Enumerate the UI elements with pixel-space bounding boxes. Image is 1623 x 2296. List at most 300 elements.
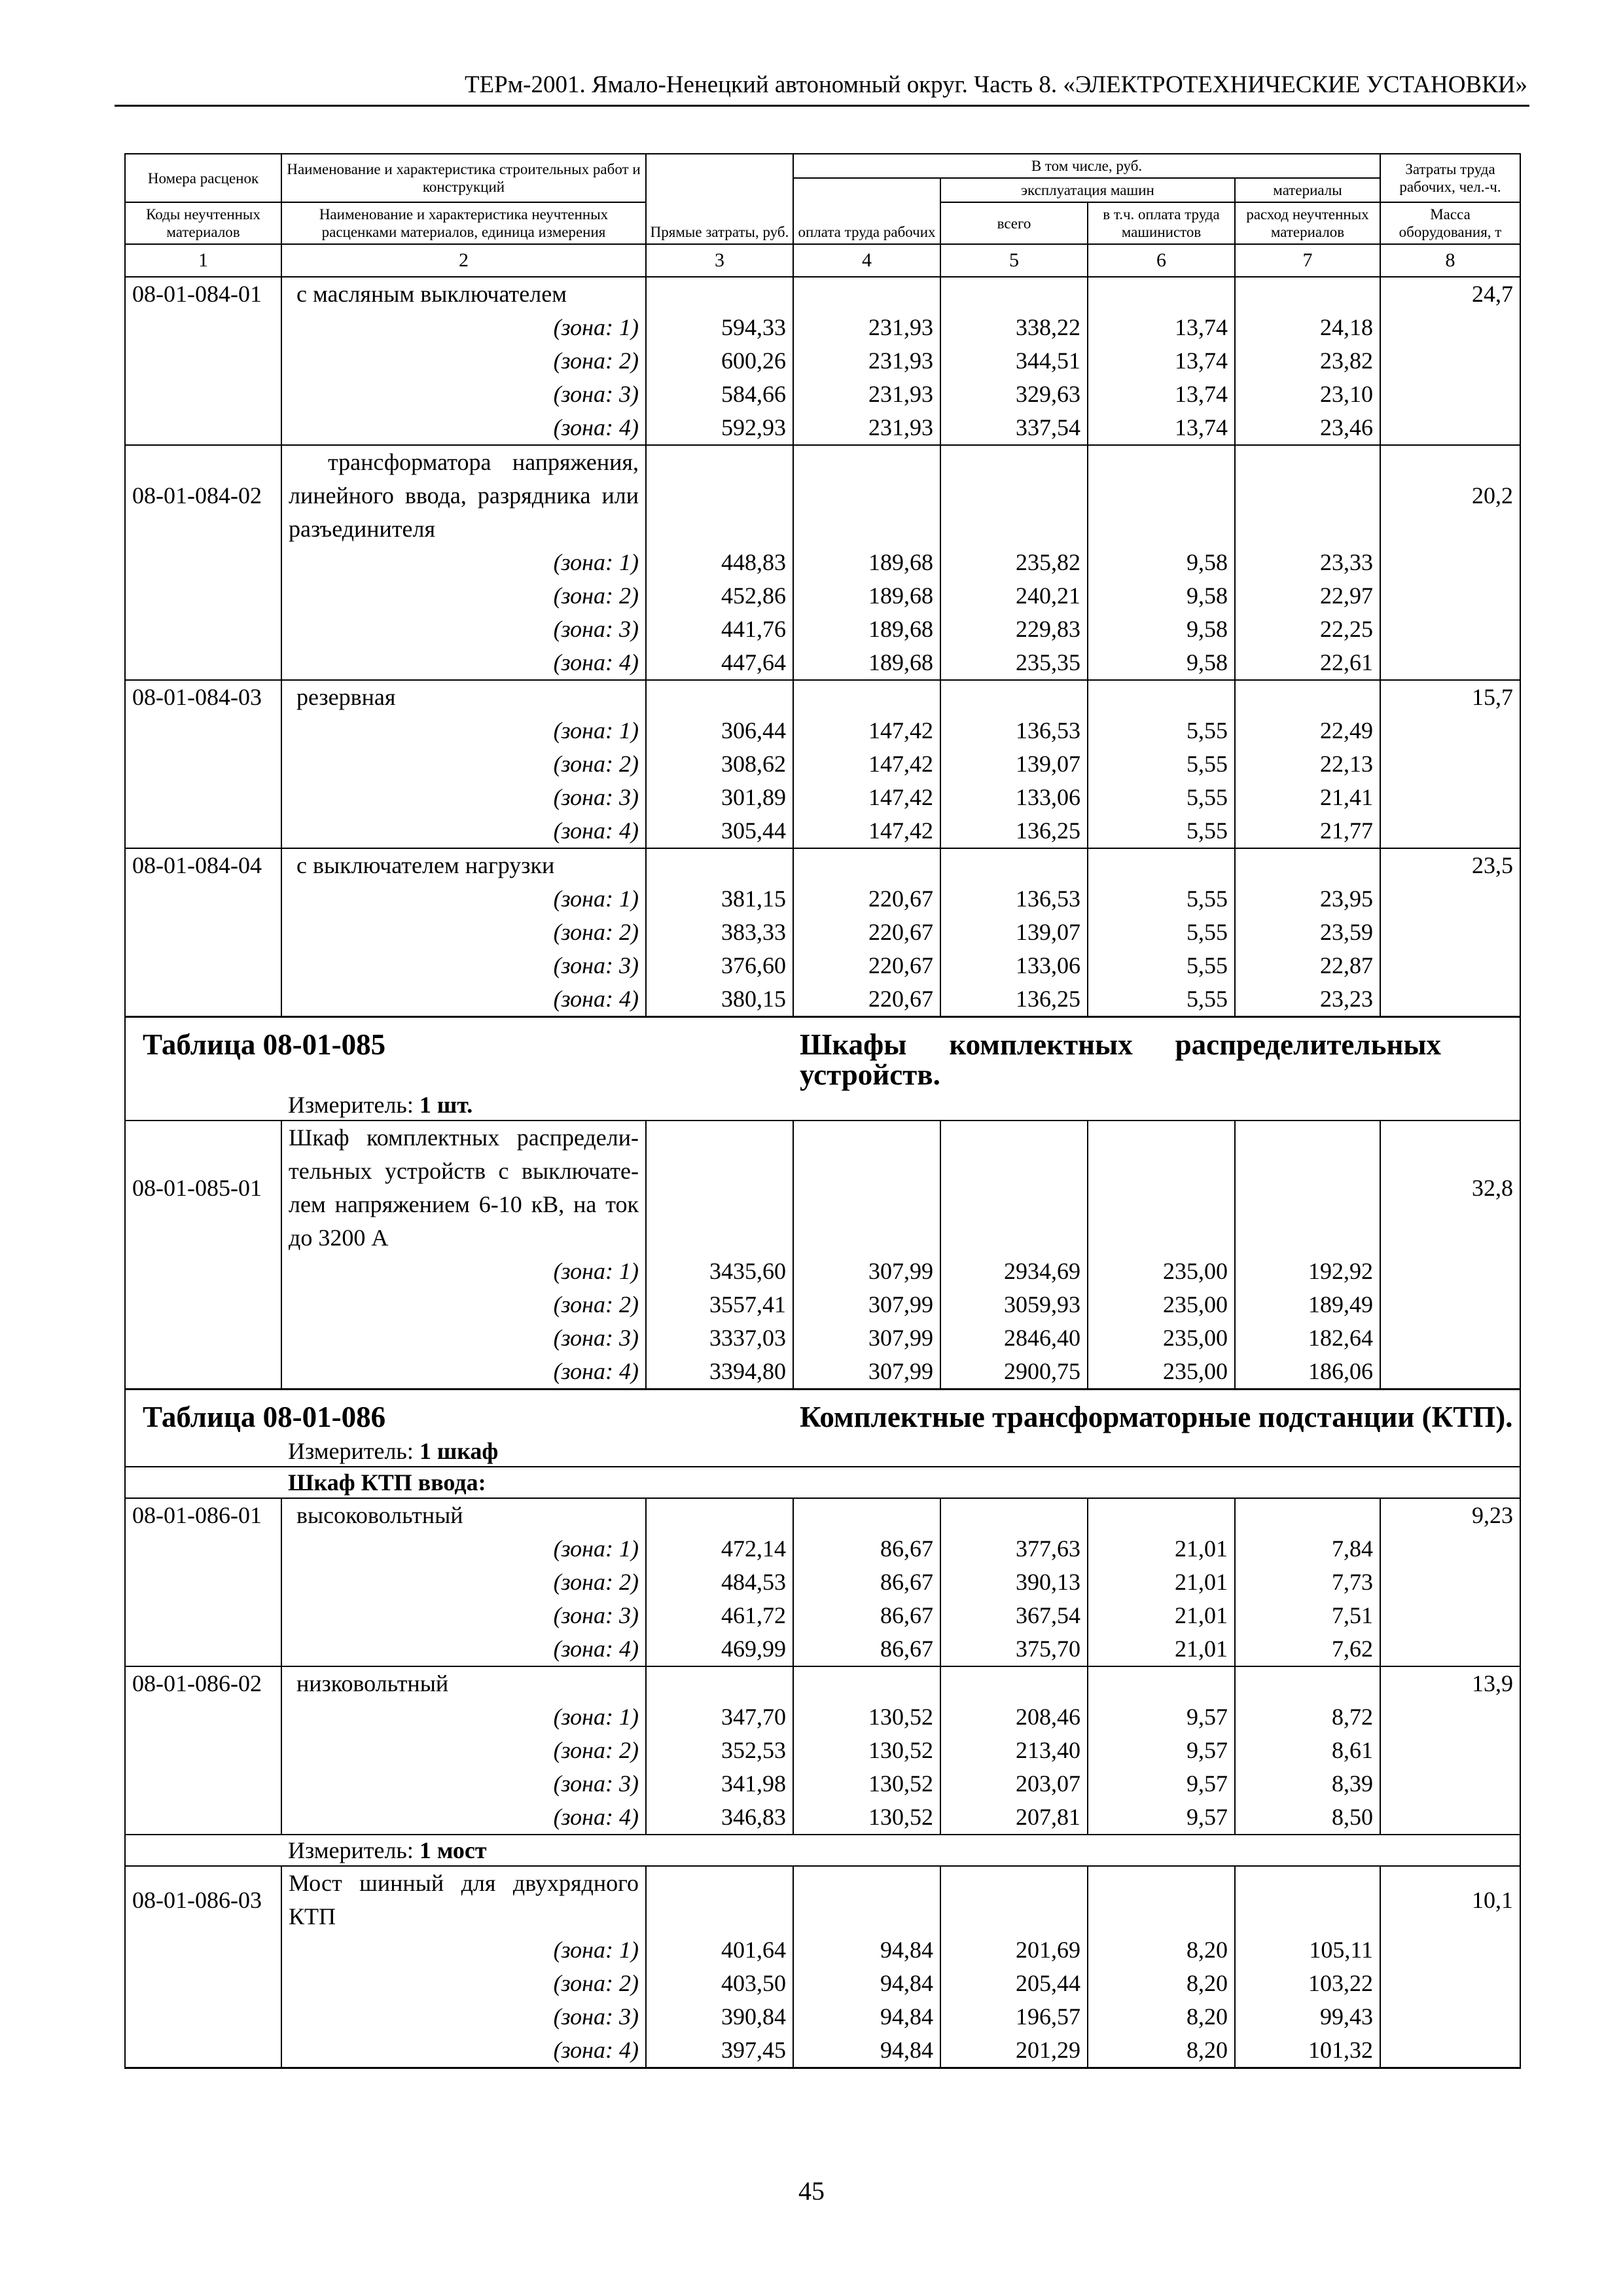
value-cell: 147,42 (793, 781, 940, 814)
zone-label: (зона: 4) (281, 1801, 646, 1835)
rate-code: 08-01-084-03 (125, 680, 281, 714)
value-cell: 99,43 (1235, 2000, 1380, 2034)
value-cell: 130,52 (793, 1734, 940, 1767)
value-cell: 401,64 (646, 1933, 793, 1967)
value-cell: 7,51 (1235, 1599, 1380, 1632)
value-cell: 23,59 (1235, 916, 1380, 949)
measure-value: 1 шкаф (419, 1438, 499, 1464)
value-cell: 136,53 (940, 882, 1088, 916)
item-header-row (125, 1121, 1520, 1255)
value-cell: 220,67 (793, 949, 940, 982)
rate-description: низковольтный (281, 1666, 646, 1700)
value-cell: 307,99 (793, 1355, 940, 1390)
value-cell: 469,99 (646, 1632, 793, 1666)
col-header-work-name: Наименование и характеристика строительных работ и конструкций (281, 154, 646, 202)
header-rule (115, 105, 1529, 107)
value-cell: 337,54 (940, 411, 1088, 445)
value-cell: 235,00 (1088, 1288, 1235, 1321)
item-header-row (125, 1866, 1520, 1933)
zone-label: (зона: 2) (281, 1288, 646, 1321)
value-cell: 103,22 (1235, 1967, 1380, 2000)
zone-row (125, 781, 1520, 814)
labor-costs: 20,2 (1380, 445, 1520, 546)
value-cell: 21,77 (1235, 814, 1380, 848)
value-cell: 329,63 (940, 378, 1088, 411)
value-cell: 5,55 (1088, 982, 1235, 1017)
value-cell: 22,97 (1235, 579, 1380, 613)
value-cell: 21,01 (1088, 1632, 1235, 1666)
value-cell: 23,23 (1235, 982, 1380, 1017)
value-cell: 338,22 (940, 311, 1088, 344)
value-cell: 376,60 (646, 949, 793, 982)
zone-label: (зона: 2) (281, 1734, 646, 1767)
value-cell: 2846,40 (940, 1321, 1088, 1355)
value-cell: 189,68 (793, 613, 940, 646)
value-cell: 13,74 (1088, 344, 1235, 378)
value-cell: 235,35 (940, 646, 1088, 680)
col-header-machines-total: всего (940, 202, 1088, 244)
value-cell: 5,55 (1088, 747, 1235, 781)
value-cell: 9,57 (1088, 1700, 1235, 1734)
labor-costs: 32,8 (1380, 1121, 1520, 1255)
value-cell: 130,52 (793, 1801, 940, 1835)
value-cell: 231,93 (793, 411, 940, 445)
column-number: 5 (940, 244, 1088, 277)
value-cell: 21,01 (1088, 1599, 1235, 1632)
value-cell: 380,15 (646, 982, 793, 1017)
measure-row (125, 1090, 1520, 1121)
value-cell: 305,44 (646, 814, 793, 848)
value-cell: 447,64 (646, 646, 793, 680)
value-cell: 101,32 (1235, 2034, 1380, 2068)
value-cell: 186,06 (1235, 1355, 1380, 1390)
value-cell: 201,69 (940, 1933, 1088, 1967)
rate-code: 08-01-084-01 (125, 277, 281, 311)
zone-row (125, 1967, 1520, 2000)
labor-costs: 13,9 (1380, 1666, 1520, 1700)
value-cell: 22,25 (1235, 613, 1380, 646)
value-cell: 3557,41 (646, 1288, 793, 1321)
zone-label: (зона: 1) (281, 1532, 646, 1566)
value-cell: 8,20 (1088, 1967, 1235, 2000)
zone-label: (зона: 2) (281, 916, 646, 949)
value-cell: 21,41 (1235, 781, 1380, 814)
value-cell: 21,01 (1088, 1532, 1235, 1566)
column-number: 7 (1235, 244, 1380, 277)
value-cell: 130,52 (793, 1767, 940, 1801)
value-cell: 3394,80 (646, 1355, 793, 1390)
col-header-materials: материалы (1235, 178, 1380, 202)
value-cell: 189,68 (793, 646, 940, 680)
value-cell: 5,55 (1088, 882, 1235, 916)
value-cell: 461,72 (646, 1599, 793, 1632)
zone-row (125, 1734, 1520, 1767)
value-cell: 9,58 (1088, 613, 1235, 646)
value-cell: 94,84 (793, 2000, 940, 2034)
zone-row (125, 1700, 1520, 1734)
rate-description: трансформатора напряжения, линейного ввода, разрядника или разъединителя (281, 445, 646, 546)
value-cell: 21,01 (1088, 1566, 1235, 1599)
value-cell: 306,44 (646, 714, 793, 747)
value-cell: 136,53 (940, 714, 1088, 747)
zone-label: (зона: 3) (281, 1599, 646, 1632)
rate-description: высоковольтный (281, 1498, 646, 1532)
value-cell: 381,15 (646, 882, 793, 916)
value-cell: 147,42 (793, 747, 940, 781)
col-header-material-codes: Коды неучтенных материалов (125, 202, 281, 244)
value-cell: 240,21 (940, 579, 1088, 613)
col-header-machines: эксплуатация машин (940, 178, 1235, 202)
value-cell: 7,62 (1235, 1632, 1380, 1666)
measure-prefix: Измеритель: (288, 1092, 414, 1118)
value-cell: 94,84 (793, 1933, 940, 1967)
rate-description: Шкаф комплектных распредели-тельных устройств с выключате-лем напряжением 6-10 кВ, на ток до 3200 А (281, 1121, 646, 1255)
value-cell: 5,55 (1088, 714, 1235, 747)
value-cell: 139,07 (940, 916, 1088, 949)
zone-row (125, 1767, 1520, 1801)
value-cell: 133,06 (940, 949, 1088, 982)
item-header-row (125, 277, 1520, 311)
zone-row (125, 378, 1520, 411)
table-heading-row (125, 1390, 1520, 1437)
zone-label: (зона: 2) (281, 579, 646, 613)
table-title: Шкафы комплектных распределительных устройств. (800, 1028, 1442, 1091)
rate-code: 08-01-084-04 (125, 848, 281, 882)
rate-code: 08-01-086-02 (125, 1666, 281, 1700)
rate-description: с масляным выключателем (281, 277, 646, 311)
value-cell: 8,72 (1235, 1700, 1380, 1734)
col-header-labor-costs: Затраты труда рабочих, чел.-ч. (1380, 154, 1520, 202)
zone-label: (зона: 4) (281, 1632, 646, 1666)
measure-value: 1 шт. (419, 1092, 473, 1118)
value-cell: 22,13 (1235, 747, 1380, 781)
zone-row (125, 1801, 1520, 1835)
zone-row (125, 814, 1520, 848)
rate-code: 08-01-086-01 (125, 1498, 281, 1532)
table-heading-row (125, 1017, 1520, 1090)
value-cell: 8,61 (1235, 1734, 1380, 1767)
zone-row (125, 344, 1520, 378)
value-cell: 23,46 (1235, 411, 1380, 445)
zone-row (125, 1933, 1520, 1967)
column-number: 1 (125, 244, 281, 277)
column-number: 8 (1380, 244, 1520, 277)
zone-row (125, 311, 1520, 344)
value-cell: 220,67 (793, 882, 940, 916)
value-cell: 584,66 (646, 378, 793, 411)
zone-label: (зона: 1) (281, 1933, 646, 1967)
value-cell: 94,84 (793, 1967, 940, 2000)
value-cell: 201,29 (940, 2034, 1088, 2068)
labor-costs: 24,7 (1380, 277, 1520, 311)
zone-label: (зона: 1) (281, 714, 646, 747)
zone-row (125, 613, 1520, 646)
value-cell: 5,55 (1088, 814, 1235, 848)
zone-label: (зона: 2) (281, 1566, 646, 1599)
zone-row (125, 411, 1520, 445)
zone-label: (зона: 2) (281, 344, 646, 378)
item-header-row (125, 1666, 1520, 1700)
value-cell: 94,84 (793, 2034, 940, 2068)
value-cell: 301,89 (646, 781, 793, 814)
measure-prefix: Измеритель: (288, 1438, 414, 1464)
zone-row (125, 982, 1520, 1017)
value-cell: 23,82 (1235, 344, 1380, 378)
zone-label: (зона: 3) (281, 613, 646, 646)
value-cell: 9,58 (1088, 579, 1235, 613)
value-cell: 235,00 (1088, 1255, 1235, 1288)
zone-label: (зона: 3) (281, 1767, 646, 1801)
value-cell: 352,53 (646, 1734, 793, 1767)
value-cell: 105,11 (1235, 1933, 1380, 1967)
zone-label: (зона: 4) (281, 814, 646, 848)
zone-label: (зона: 3) (281, 781, 646, 814)
value-cell: 8,20 (1088, 1933, 1235, 1967)
zone-row (125, 1566, 1520, 1599)
value-cell: 3435,60 (646, 1255, 793, 1288)
value-cell: 390,13 (940, 1566, 1088, 1599)
value-cell: 189,68 (793, 579, 940, 613)
value-cell: 86,67 (793, 1599, 940, 1632)
labor-costs: 15,7 (1380, 680, 1520, 714)
value-cell: 23,10 (1235, 378, 1380, 411)
value-cell: 133,06 (940, 781, 1088, 814)
running-header: ТЕРм-2001. Ямало-Ненецкий автономный округ. Часть 8. «ЭЛЕКТРОТЕХНИЧЕСКИЕ УСТАНОВКИ» (464, 71, 1527, 98)
column-numbers-row (125, 244, 1520, 277)
value-cell: 346,83 (646, 1801, 793, 1835)
measure-value: 1 мост (419, 1837, 487, 1863)
value-cell: 220,67 (793, 982, 940, 1017)
value-cell: 229,83 (940, 613, 1088, 646)
value-cell: 9,57 (1088, 1767, 1235, 1801)
value-cell: 139,07 (940, 747, 1088, 781)
value-cell: 136,25 (940, 814, 1088, 848)
value-cell: 397,45 (646, 2034, 793, 2068)
value-cell: 13,74 (1088, 411, 1235, 445)
zone-row (125, 747, 1520, 781)
value-cell: 235,00 (1088, 1321, 1235, 1355)
labor-costs: 10,1 (1380, 1866, 1520, 1933)
zone-row (125, 1321, 1520, 1355)
value-cell: 147,42 (793, 714, 940, 747)
value-cell: 205,44 (940, 1967, 1088, 2000)
value-cell: 3337,03 (646, 1321, 793, 1355)
value-cell: 9,57 (1088, 1801, 1235, 1835)
table-label: Таблица 08-01-086 (143, 1401, 386, 1433)
zone-row (125, 916, 1520, 949)
value-cell: 377,63 (940, 1532, 1088, 1566)
value-cell: 5,55 (1088, 916, 1235, 949)
zone-row (125, 949, 1520, 982)
zone-label: (зона: 4) (281, 982, 646, 1017)
value-cell: 307,99 (793, 1255, 940, 1288)
value-cell: 22,61 (1235, 646, 1380, 680)
zone-label: (зона: 1) (281, 1255, 646, 1288)
value-cell: 13,74 (1088, 311, 1235, 344)
value-cell: 383,33 (646, 916, 793, 949)
subheading: Шкаф КТП ввода: (281, 1467, 1520, 1498)
value-cell: 448,83 (646, 546, 793, 579)
value-cell: 390,84 (646, 2000, 793, 2034)
value-cell: 2934,69 (940, 1255, 1088, 1288)
value-cell: 231,93 (793, 344, 940, 378)
rates-table (124, 153, 1521, 2069)
value-cell: 130,52 (793, 1700, 940, 1734)
rate-code: 08-01-084-02 (125, 445, 281, 546)
zone-label: (зона: 1) (281, 882, 646, 916)
zone-row (125, 1599, 1520, 1632)
value-cell: 3059,93 (940, 1288, 1088, 1321)
value-cell: 196,57 (940, 2000, 1088, 2034)
zone-label: (зона: 4) (281, 1355, 646, 1390)
value-cell: 484,53 (646, 1566, 793, 1599)
value-cell: 7,73 (1235, 1566, 1380, 1599)
value-cell: 203,07 (940, 1767, 1088, 1801)
col-header-material-names: Наименование и характеристика неучтенных расценками материалов, единица измерения (281, 202, 646, 244)
column-number: 4 (793, 244, 940, 277)
value-cell: 86,67 (793, 1532, 940, 1566)
col-header-rate-numbers: Номера расценок (125, 154, 281, 202)
value-cell: 192,92 (1235, 1255, 1380, 1288)
zone-row (125, 546, 1520, 579)
value-cell: 375,70 (940, 1632, 1088, 1666)
col-header-direct-costs: Прямые затраты, руб. (646, 154, 793, 244)
rate-description: Мост шинный для двухрядного КТП (281, 1866, 646, 1933)
rate-description: с выключателем нагрузки (281, 848, 646, 882)
value-cell: 600,26 (646, 344, 793, 378)
table-title: Комплектные трансформаторные подстанции (КТП). (800, 1401, 1513, 1433)
value-cell: 136,25 (940, 982, 1088, 1017)
zone-label: (зона: 3) (281, 2000, 646, 2034)
value-cell: 9,58 (1088, 646, 1235, 680)
zone-label: (зона: 2) (281, 1967, 646, 2000)
value-cell: 441,76 (646, 613, 793, 646)
zone-row (125, 1532, 1520, 1566)
zone-row (125, 1255, 1520, 1288)
value-cell: 235,00 (1088, 1355, 1235, 1390)
value-cell: 207,81 (940, 1801, 1088, 1835)
labor-costs: 23,5 (1380, 848, 1520, 882)
value-cell: 594,33 (646, 311, 793, 344)
rate-description: резервная (281, 680, 646, 714)
value-cell: 5,55 (1088, 949, 1235, 982)
value-cell: 341,98 (646, 1767, 793, 1801)
value-cell: 182,64 (1235, 1321, 1380, 1355)
col-header-equipment-mass: Масса оборудования, т (1380, 202, 1520, 244)
labor-costs: 9,23 (1380, 1498, 1520, 1532)
value-cell: 307,99 (793, 1288, 940, 1321)
value-cell: 231,93 (793, 311, 940, 344)
rate-code: 08-01-086-03 (125, 1866, 281, 1933)
column-number: 6 (1088, 244, 1235, 277)
value-cell: 231,93 (793, 378, 940, 411)
zone-label: (зона: 2) (281, 747, 646, 781)
column-number: 3 (646, 244, 793, 277)
value-cell: 189,49 (1235, 1288, 1380, 1321)
value-cell: 344,51 (940, 344, 1088, 378)
value-cell: 7,84 (1235, 1532, 1380, 1566)
measure-row (125, 1835, 1520, 1866)
value-cell: 24,18 (1235, 311, 1380, 344)
value-cell: 9,58 (1088, 546, 1235, 579)
value-cell: 189,68 (793, 546, 940, 579)
zone-row (125, 579, 1520, 613)
value-cell: 86,67 (793, 1632, 940, 1666)
header-row-1 (125, 154, 1520, 178)
zone-row (125, 2000, 1520, 2034)
value-cell: 5,55 (1088, 781, 1235, 814)
item-header-row (125, 445, 1520, 546)
column-number: 2 (281, 244, 646, 277)
col-header-worker-pay: оплата труда рабочих (793, 178, 940, 244)
zone-row (125, 2034, 1520, 2068)
item-header-row (125, 1498, 1520, 1532)
zone-label: (зона: 3) (281, 378, 646, 411)
value-cell: 307,99 (793, 1321, 940, 1355)
zone-row (125, 882, 1520, 916)
zone-row (125, 1288, 1520, 1321)
zone-label: (зона: 4) (281, 2034, 646, 2068)
zone-row (125, 714, 1520, 747)
col-header-operator-pay: в т.ч. оплата труда машинистов (1088, 202, 1235, 244)
page-number: 45 (798, 2176, 825, 2206)
measure-row (125, 1436, 1520, 1467)
item-header-row (125, 848, 1520, 882)
value-cell: 8,20 (1088, 2034, 1235, 2068)
value-cell: 403,50 (646, 1967, 793, 2000)
table-label: Таблица 08-01-085 (143, 1028, 386, 1061)
value-cell: 235,82 (940, 546, 1088, 579)
value-cell: 13,74 (1088, 378, 1235, 411)
subheading-row (125, 1467, 1520, 1498)
zone-label: (зона: 4) (281, 411, 646, 445)
value-cell: 308,62 (646, 747, 793, 781)
value-cell: 23,33 (1235, 546, 1380, 579)
value-cell: 8,20 (1088, 2000, 1235, 2034)
value-cell: 347,70 (646, 1700, 793, 1734)
value-cell: 208,46 (940, 1700, 1088, 1734)
value-cell: 8,39 (1235, 1767, 1380, 1801)
zone-row (125, 1355, 1520, 1390)
value-cell: 592,93 (646, 411, 793, 445)
value-cell: 22,49 (1235, 714, 1380, 747)
measure-prefix: Измеритель: (288, 1837, 414, 1863)
value-cell: 213,40 (940, 1734, 1088, 1767)
col-header-unaccounted-materials: расход неучтенных материалов (1235, 202, 1380, 244)
col-header-including: В том числе, руб. (793, 154, 1380, 178)
zone-row (125, 646, 1520, 680)
value-cell: 220,67 (793, 916, 940, 949)
zone-label: (зона: 3) (281, 1321, 646, 1355)
value-cell: 472,14 (646, 1532, 793, 1566)
zone-label: (зона: 1) (281, 1700, 646, 1734)
zone-label: (зона: 4) (281, 646, 646, 680)
value-cell: 86,67 (793, 1566, 940, 1599)
value-cell: 147,42 (793, 814, 940, 848)
item-header-row (125, 680, 1520, 714)
zone-row (125, 1632, 1520, 1666)
value-cell: 452,86 (646, 579, 793, 613)
value-cell: 9,57 (1088, 1734, 1235, 1767)
zone-label: (зона: 1) (281, 546, 646, 579)
value-cell: 8,50 (1235, 1801, 1380, 1835)
zone-label: (зона: 1) (281, 311, 646, 344)
value-cell: 2900,75 (940, 1355, 1088, 1390)
zone-label: (зона: 3) (281, 949, 646, 982)
value-cell: 23,95 (1235, 882, 1380, 916)
value-cell: 22,87 (1235, 949, 1380, 982)
value-cell: 367,54 (940, 1599, 1088, 1632)
